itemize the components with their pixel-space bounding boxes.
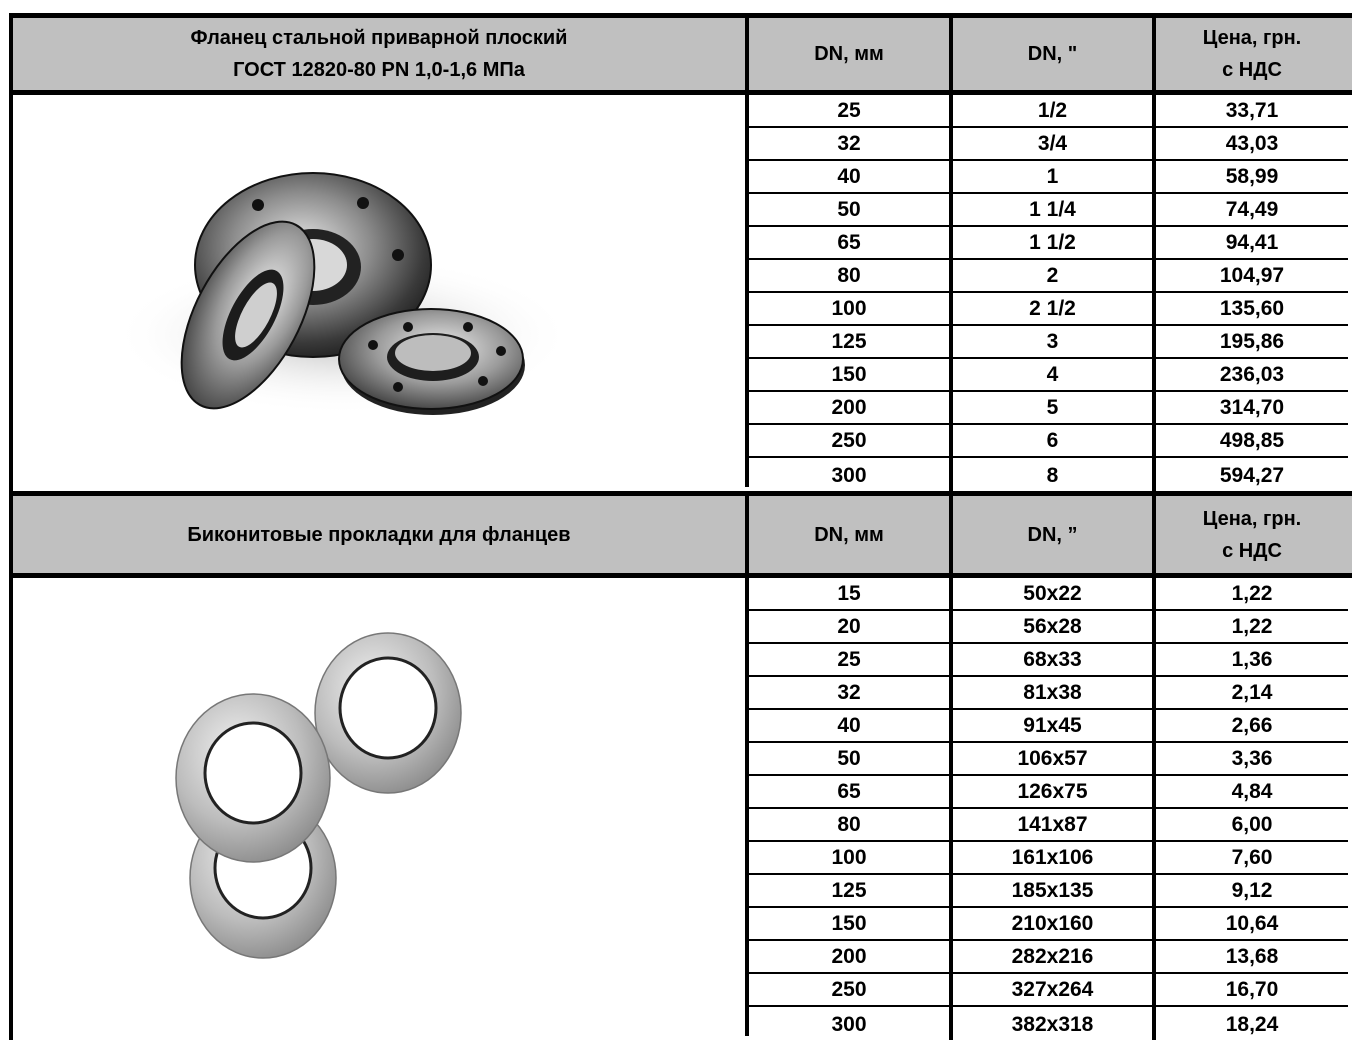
gaskets-price-line1: Цена, грн. [1202, 507, 1302, 530]
dn-cell: 25 [749, 644, 953, 675]
size-cell: 185x135 [953, 875, 1156, 906]
dn-cell: 200 [749, 941, 953, 972]
dn-cell: 300 [749, 1007, 953, 1040]
size-cell: 1 1/2 [953, 227, 1156, 258]
price-cell: 43,03 [1225, 132, 1279, 155]
table-row [749, 227, 1348, 260]
price-cell: 13,68 [1225, 945, 1279, 968]
dn-cell: 150 [749, 359, 953, 390]
size-cell: 1 [953, 161, 1156, 192]
dn-cell: 100 [749, 293, 953, 324]
flanges-header-row [9, 13, 1352, 95]
size-cell: 3/4 [953, 128, 1156, 159]
table-row [749, 908, 1348, 941]
size-cell: 91x45 [953, 710, 1156, 741]
size-cell: 56x28 [953, 611, 1156, 642]
price-cell: 4,84 [1231, 780, 1273, 803]
price-cell: 16,70 [1225, 978, 1279, 1001]
size-cell: 282x216 [953, 941, 1156, 972]
dn-cell: 250 [749, 974, 953, 1005]
flanges-rows [749, 95, 1348, 491]
size-cell: 3 [953, 326, 1156, 357]
dn-cell: 50 [749, 743, 953, 774]
table-row [749, 458, 1348, 491]
price-cell: 314,70 [1219, 396, 1285, 419]
size-cell: 6 [953, 425, 1156, 456]
table-row [749, 359, 1348, 392]
flanges-title-line2: ГОСТ 12820-80 PN 1,0-1,6 МПа [233, 59, 525, 81]
price-cell: 74,49 [1225, 198, 1279, 221]
price-cell: 1,22 [1231, 615, 1273, 638]
size-cell: 2 [953, 260, 1156, 291]
flanges-body [9, 95, 1352, 491]
size-cell: 126x75 [953, 776, 1156, 807]
size-cell: 141x87 [953, 809, 1156, 840]
size-cell: 2 1/2 [953, 293, 1156, 324]
table-row [749, 677, 1348, 710]
price-cell: 594,27 [1219, 464, 1285, 487]
price-cell: 33,71 [1225, 99, 1279, 122]
dn-cell: 200 [749, 392, 953, 423]
dn-cell: 25 [749, 95, 953, 126]
flanges-col-dn-mm: DN, мм [749, 18, 953, 90]
dn-cell: 40 [749, 710, 953, 741]
size-cell: 106x57 [953, 743, 1156, 774]
table-row [749, 809, 1348, 842]
flange-image [13, 95, 745, 487]
table-row [749, 260, 1348, 293]
price-cell: 2,14 [1231, 681, 1273, 704]
price-cell: 1,22 [1231, 582, 1273, 605]
table-row [749, 293, 1348, 326]
gaskets-body [9, 578, 1352, 1040]
size-cell: 382x318 [953, 1007, 1156, 1040]
price-cell: 58,99 [1225, 165, 1279, 188]
size-cell: 1/2 [953, 95, 1156, 126]
size-cell: 210x160 [953, 908, 1156, 939]
table-row [749, 194, 1348, 227]
price-cell: 10,64 [1225, 912, 1279, 935]
table-row [749, 1007, 1348, 1040]
gaskets-header-row [9, 496, 1352, 578]
dn-cell: 15 [749, 578, 953, 609]
flanges-col-price [1156, 18, 1348, 90]
price-cell: 498,85 [1219, 429, 1285, 452]
table-row [749, 743, 1348, 776]
table-row [749, 974, 1348, 1007]
table-row [749, 644, 1348, 677]
gaskets-price-line2: с НДС [1222, 539, 1282, 562]
price-cell: 135,60 [1219, 297, 1285, 320]
flanges-price-line2: с НДС [1222, 59, 1282, 81]
dn-cell: 125 [749, 326, 953, 357]
dn-cell: 50 [749, 194, 953, 225]
price-cell: 1,36 [1231, 648, 1273, 671]
price-cell: 2,66 [1231, 714, 1273, 737]
table-row [749, 611, 1348, 644]
price-cell: 104,97 [1219, 264, 1285, 287]
table-row [749, 941, 1348, 974]
gaskets-title: Биконитовые прокладки для фланцев [13, 496, 749, 573]
flanges-price-line1: Цена, грн. [1202, 27, 1302, 49]
dn-cell: 80 [749, 260, 953, 291]
table-row [749, 710, 1348, 743]
dn-cell: 125 [749, 875, 953, 906]
price-cell: 3,36 [1231, 747, 1273, 770]
dn-cell: 250 [749, 425, 953, 456]
price-cell: 94,41 [1225, 231, 1279, 254]
dn-cell: 65 [749, 776, 953, 807]
dn-cell: 40 [749, 161, 953, 192]
gaskets-col-price [1156, 496, 1348, 573]
dn-cell: 32 [749, 677, 953, 708]
flange-photo [13, 95, 749, 487]
price-cell: 9,12 [1231, 879, 1273, 902]
size-cell: 50x22 [953, 578, 1156, 609]
price-cell: 7,60 [1231, 846, 1273, 869]
table-row [749, 95, 1348, 128]
flanges-title-line1: Фланец стальной приварной плоский [190, 27, 568, 49]
table-row [749, 161, 1348, 194]
table-row [749, 578, 1348, 611]
dn-cell: 80 [749, 809, 953, 840]
table-row [749, 842, 1348, 875]
flanges-col-dn-inch: DN, " [953, 18, 1156, 90]
gaskets-col-dn-inch: DN, ” [953, 496, 1156, 573]
dn-cell: 300 [749, 458, 953, 491]
table-row [749, 392, 1348, 425]
size-cell: 81x38 [953, 677, 1156, 708]
dn-cell: 150 [749, 908, 953, 939]
dn-cell: 32 [749, 128, 953, 159]
size-cell: 8 [953, 458, 1156, 491]
table-row [749, 326, 1348, 359]
price-cell: 236,03 [1219, 363, 1285, 386]
size-cell: 4 [953, 359, 1156, 390]
table-row [749, 425, 1348, 458]
dn-cell: 20 [749, 611, 953, 642]
table-row [749, 875, 1348, 908]
dn-cell: 100 [749, 842, 953, 873]
gaskets-rows [749, 578, 1348, 1040]
gaskets-col-dn-mm: DN, мм [749, 496, 953, 573]
size-cell: 161x106 [953, 842, 1156, 873]
price-cell: 195,86 [1219, 330, 1285, 353]
gasket-image [13, 578, 745, 1036]
size-cell: 5 [953, 392, 1156, 423]
flanges-title [13, 18, 749, 90]
gasket-photo [13, 578, 749, 1036]
table-row [749, 776, 1348, 809]
size-cell: 327x264 [953, 974, 1156, 1005]
size-cell: 68x33 [953, 644, 1156, 675]
price-sheet [9, 13, 1352, 1040]
table-row [749, 128, 1348, 161]
price-cell: 6,00 [1231, 813, 1273, 836]
size-cell: 1 1/4 [953, 194, 1156, 225]
dn-cell: 65 [749, 227, 953, 258]
price-cell: 18,24 [1225, 1013, 1279, 1036]
